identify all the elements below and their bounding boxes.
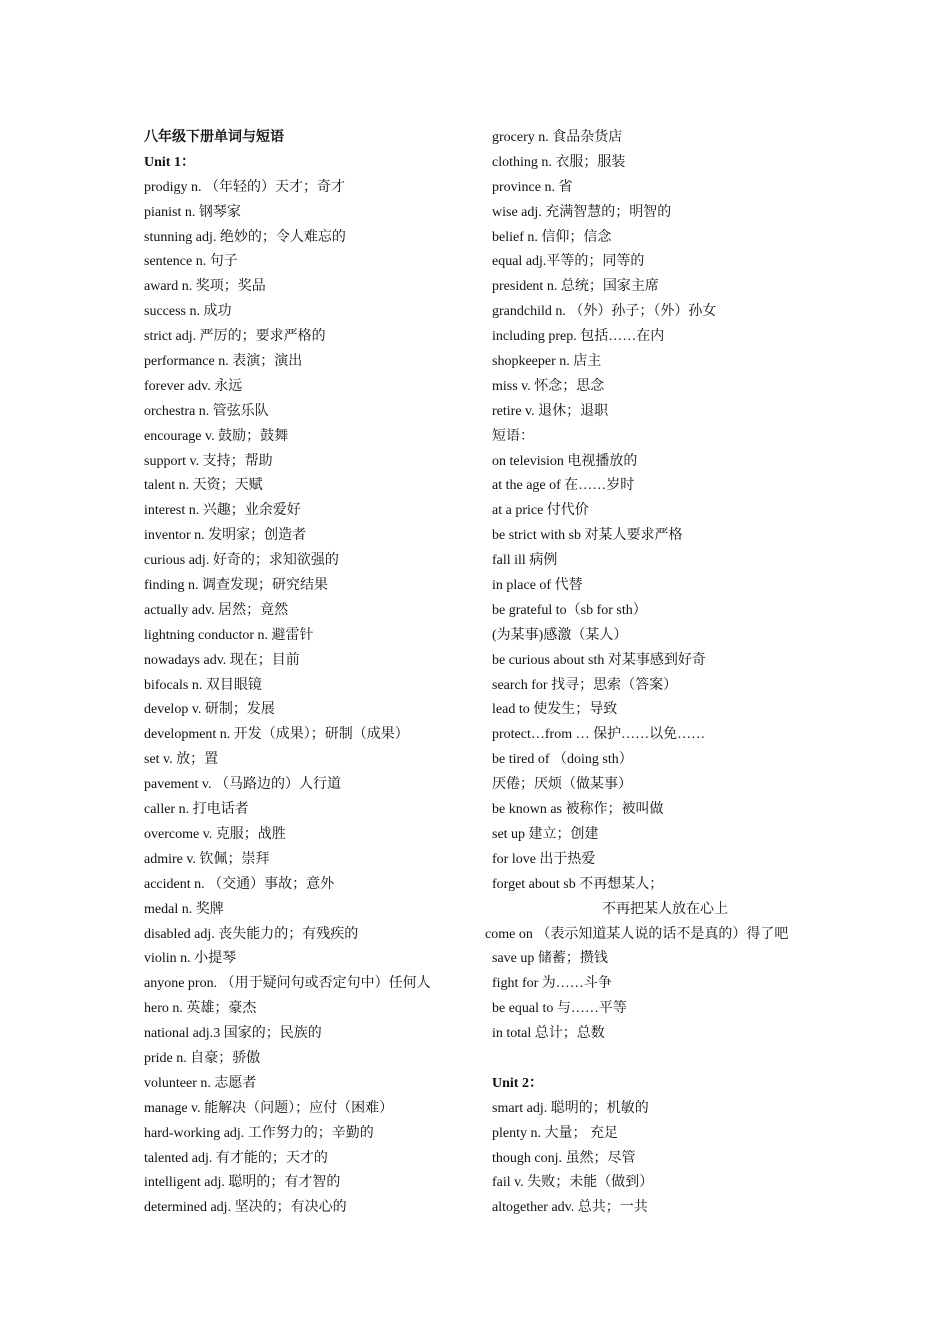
- vocab-entry: nowadays adv. 现在；目前: [144, 652, 300, 668]
- vocab-entry: accident n. （交通）事故；意外: [144, 876, 335, 892]
- vocab-entry: [492, 1047, 912, 1072]
- vocab-entry: at the age of 在……岁时: [492, 478, 635, 494]
- vocab-entry: fight for 为……斗争: [492, 976, 612, 992]
- vocab-entry: set v. 放；置: [144, 752, 219, 768]
- vocab-entry: overcome v. 克服；战胜: [144, 826, 286, 842]
- vocab-entry: wise adj. 充满智慧的；明智的: [492, 204, 672, 220]
- vocab-entry: grandchild n. （外）孙子；（外）孙女: [492, 304, 717, 320]
- vocab-entry: finding n. 调查发现；研究结果: [144, 578, 328, 594]
- vocab-entry: clothing n. 衣服；服装: [492, 154, 626, 170]
- vocab-entry: orchestra n. 管弦乐队: [144, 403, 269, 419]
- vocab-entry: fall ill 病例: [492, 553, 558, 569]
- vocab-entry: development n. 开发（成果）；研制（成果）: [144, 727, 409, 743]
- vocab-entry: 厌倦；厌烦（做某事）: [492, 777, 632, 793]
- vocab-entry: prodigy n. （年轻的）天才；奇才: [144, 179, 346, 195]
- section-heading: Unit 1：: [144, 154, 195, 170]
- vocab-entry: stunning adj. 绝妙的；令人难忘的: [144, 229, 346, 245]
- vocab-entry: retire v. 退休；退职: [492, 403, 609, 419]
- vocab-entry: forever adv. 永远: [144, 378, 243, 394]
- vocab-entry: performance n. 表演；演出: [144, 354, 303, 370]
- vocab-entry: medal n. 奖牌: [144, 901, 224, 917]
- vocab-entry: save up 储蓄；攒钱: [492, 951, 608, 967]
- left-column: [144, 126, 474, 1221]
- vocab-entry: interest n. 兴趣；业余爱好: [144, 503, 301, 519]
- vocab-entry: miss v. 怀念；思念: [492, 378, 605, 394]
- vocab-entry: plenty n. 大量； 充足: [492, 1125, 618, 1141]
- vocab-entry: search for 找寻；思索（答案）: [492, 677, 678, 693]
- vocab-entry: anyone pron. （用于疑问句或否定句中）任何人: [144, 976, 431, 992]
- vocab-entry: altogether adv. 总共；一共: [492, 1200, 648, 1216]
- vocab-entry: pride n. 自豪；骄傲: [144, 1050, 261, 1066]
- vocab-entry: disabled adj. 丧失能力的；有残疾的: [144, 926, 359, 942]
- vocab-entry: 短语：: [492, 428, 534, 444]
- vocab-entry: forget about sb 不再想某人；: [492, 876, 664, 892]
- vocab-entry: hard-working adj. 工作努力的；辛勤的: [144, 1125, 374, 1141]
- vocab-entry: smart adj. 聪明的；机敏的: [492, 1100, 649, 1116]
- vocab-entry: intelligent adj. 聪明的；有才智的: [144, 1175, 341, 1191]
- section-heading: Unit 2：: [492, 1075, 543, 1091]
- vocab-entry: determined adj. 坚决的；有决心的: [144, 1200, 347, 1216]
- vocab-entry: belief n. 信仰；信念: [492, 229, 612, 245]
- vocab-entry: volunteer n. 志愿者: [144, 1075, 257, 1091]
- vocab-entry: in place of 代替: [492, 578, 583, 594]
- right-column: [485, 126, 912, 1221]
- vocab-entry: talent n. 天资；天赋: [144, 478, 263, 494]
- vocab-entry: be equal to 与……平等: [492, 1001, 627, 1017]
- vocab-entry: including prep. 包括……在内: [492, 329, 665, 345]
- vocab-entry: admire v. 钦佩；崇拜: [144, 851, 270, 867]
- vocab-entry: strict adj. 严厉的；要求严格的: [144, 329, 326, 345]
- vocab-entry: talented adj. 有才能的；天才的: [144, 1150, 328, 1166]
- vocab-entry: though conj. 虽然；尽管: [492, 1150, 636, 1166]
- vocab-entry: be strict with sb 对某人要求严格: [492, 528, 683, 544]
- vocab-entry: set up 建立；创建: [492, 826, 599, 842]
- vocab-entry: develop v. 研制；发展: [144, 702, 275, 718]
- vocab-entry: lightning conductor n. 避雷针: [144, 627, 314, 643]
- vocab-entry: in total 总计；总数: [492, 1026, 605, 1042]
- vocab-entry: be grateful to（sb for sth）: [492, 602, 647, 618]
- section-heading: 八年级下册单词与短语: [144, 130, 284, 145]
- vocab-entry: for love 出于热爱: [492, 851, 596, 867]
- vocab-entry: caller n. 打电话者: [144, 802, 249, 818]
- vocab-entry: sentence n. 句子: [144, 254, 238, 270]
- vocab-entry: on television 电视播放的: [492, 453, 638, 469]
- vocab-entry: hero n. 英雄；豪杰: [144, 1001, 257, 1017]
- vocab-entry: lead to 使发生；导致: [492, 702, 618, 718]
- vocab-entry: pavement v. （马路边的）人行道: [144, 777, 342, 793]
- vocab-entry: support v. 支持；帮助: [144, 453, 273, 469]
- vocab-entry: province n. 省: [492, 179, 573, 195]
- vocab-entry: bifocals n. 双目眼镜: [144, 677, 262, 693]
- vocab-entry: pianist n. 钢琴家: [144, 204, 241, 220]
- vocab-entry: curious adj. 好奇的；求知欲强的: [144, 553, 339, 569]
- vocab-entry: violin n. 小提琴: [144, 951, 237, 967]
- vocab-entry: shopkeeper n. 店主: [492, 354, 602, 370]
- vocab-entry: protect…from … 保护……以免……: [492, 727, 706, 743]
- vocab-entry: be known as 被称作；被叫做: [492, 802, 664, 818]
- vocab-entry: actually adv. 居然；竟然: [144, 602, 289, 618]
- vocab-entry: national adj.3 国家的；民族的: [144, 1026, 322, 1042]
- vocab-entry: encourage v. 鼓励；鼓舞: [144, 428, 289, 444]
- vocab-entry: award n. 奖项；奖品: [144, 279, 266, 295]
- vocab-entry: president n. 总统；国家主席: [492, 279, 659, 295]
- vocab-entry: equal adj.平等的；同等的: [492, 254, 645, 270]
- vocab-entry: (为某事)感激（某人）: [492, 627, 628, 643]
- vocab-entry: manage v. 能解决（问题）；应付（困难）: [144, 1100, 394, 1116]
- vocab-entry: 不再把某人放在心上: [602, 901, 728, 917]
- vocab-entry: be tired of （doing sth）: [492, 752, 633, 768]
- vocab-entry: success n. 成功: [144, 304, 232, 320]
- vocab-entry: inventor n. 发明家；创造者: [144, 528, 307, 544]
- vocab-entry: at a price 付代价: [492, 503, 589, 519]
- vocab-entry: come on （表示知道某人说的话不是真的）得了吧: [485, 926, 789, 942]
- vocab-entry: be curious about sth 对某事感到好奇: [492, 652, 706, 668]
- vocab-entry: grocery n. 食品杂货店: [492, 130, 623, 145]
- vocab-entry: fail v. 失败；未能（做到）: [492, 1175, 654, 1191]
